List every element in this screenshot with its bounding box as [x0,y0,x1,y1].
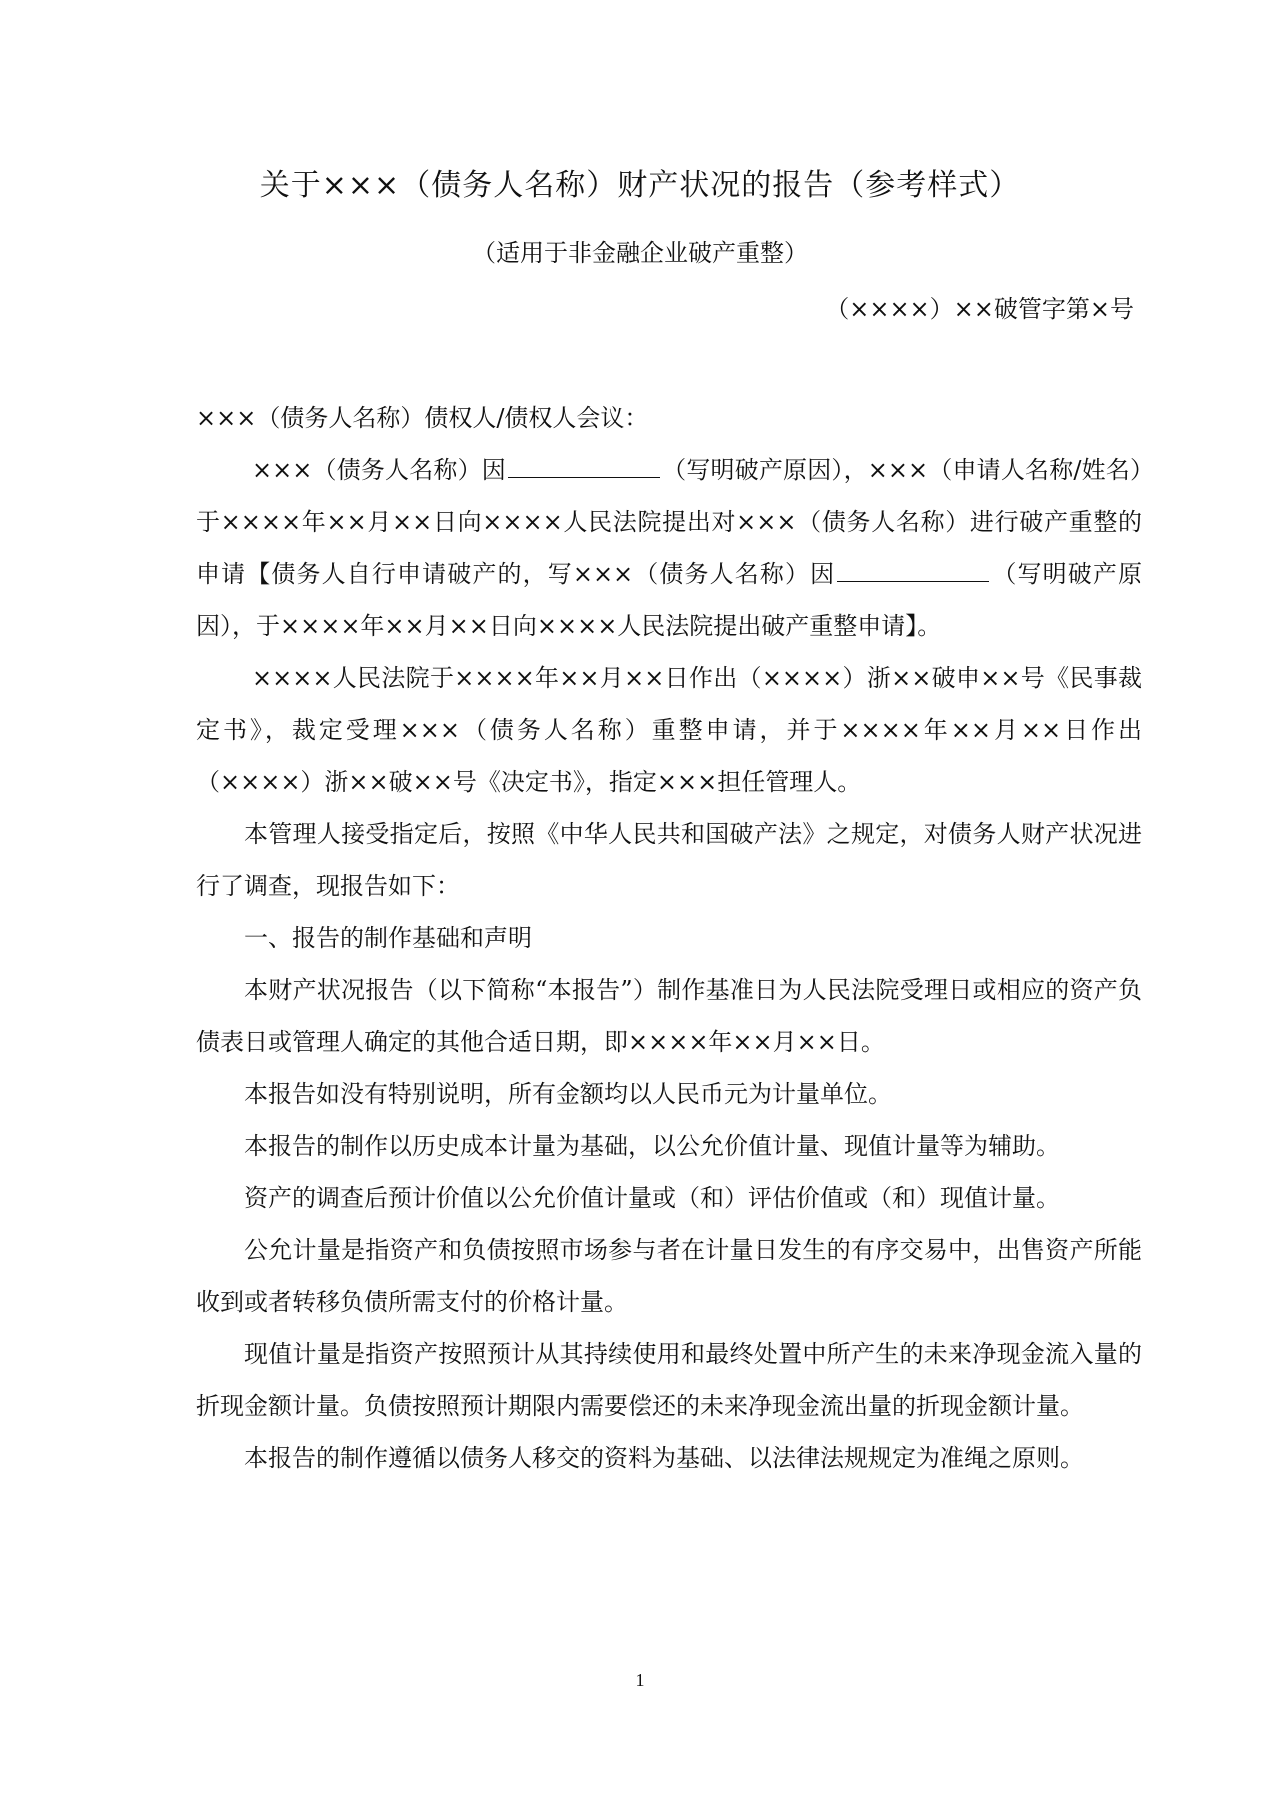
paragraph-segment: （写明破产原因），×××（申请人名称/姓名）于××××年××月××日向××××人民法院提出对×××（债务人名称）进行破产重整的申请【债务人自行申请破产的，写×××（债务人名称）因 [196,456,1143,588]
document-number: （××××）××破管字第×号 [825,295,1134,323]
paragraph-measurement-basis: 本报告的制作以历史成本计量为基础，以公允价值计量、现值计量等为辅助。 [244,1132,1060,1160]
paragraph-court-ruling: ××××人民法院于××××年××月××日作出（××××）浙××破申××号《民事裁定书》，裁定受理×××（债务人名称）重整申请，并于××××年××月××日作出（××××）浙××破××号《决定书》，指定×××担任管理人。 [196,664,1142,796]
paragraph-segment: （写明破产原因），于××××年××月××日向××××人民法院提出破产重整申请】。 [196,560,1142,640]
page-number: 1 [635,1670,645,1690]
paragraph-investigation: 本管理人接受指定后，按照《中华人民共和国破产法》之规定，对债务人财产状况进行了调查，现报告如下： [196,820,1142,900]
section-heading: 一、报告的制作基础和声明 [244,924,532,952]
paragraph-bankruptcy-application [196,444,1142,652]
fill-in-blank [508,451,660,478]
paragraph-segment: ×××（债务人名称）因 [252,456,506,484]
fill-in-blank [837,555,989,582]
document-subtitle: （适用于非金融企业破产重整） [472,239,808,267]
paragraph-base-date: 本财产状况报告（以下简称“本报告”）制作基准日为人民法院受理日或相应的资产负债表日或管理人确定的其他合适日期，即××××年××月××日。 [196,976,1142,1056]
document-title: 关于×××（债务人名称）财产状况的报告（参考样式） [259,168,1021,203]
paragraph-fair-value: 公允计量是指资产和负债按照市场参与者在计量日发生的有序交易中，出售资产所能收到或者转移负债所需支付的价格计量。 [196,1236,1142,1316]
document-body [196,392,1142,1484]
paragraph-currency: 本报告如没有特别说明，所有金额均以人民币元为计量单位。 [244,1080,892,1108]
paragraph-estimated-value: 资产的调查后预计价值以公允价值计量或（和）评估价值或（和）现值计量。 [244,1184,1060,1212]
paragraph-present-value: 现值计量是指资产按照预计从其持续使用和最终处置中所产生的未来净现金流入量的折现金额计量。负债按照预计期限内需要偿还的未来净现金流出量的折现金额计量。 [196,1340,1142,1420]
salutation: ×××（债务人名称）债权人/债权人会议： [196,404,649,432]
paragraph-principle: 本报告的制作遵循以债务人移交的资料为基础、以法律法规规定为准绳之原则。 [244,1444,1084,1472]
